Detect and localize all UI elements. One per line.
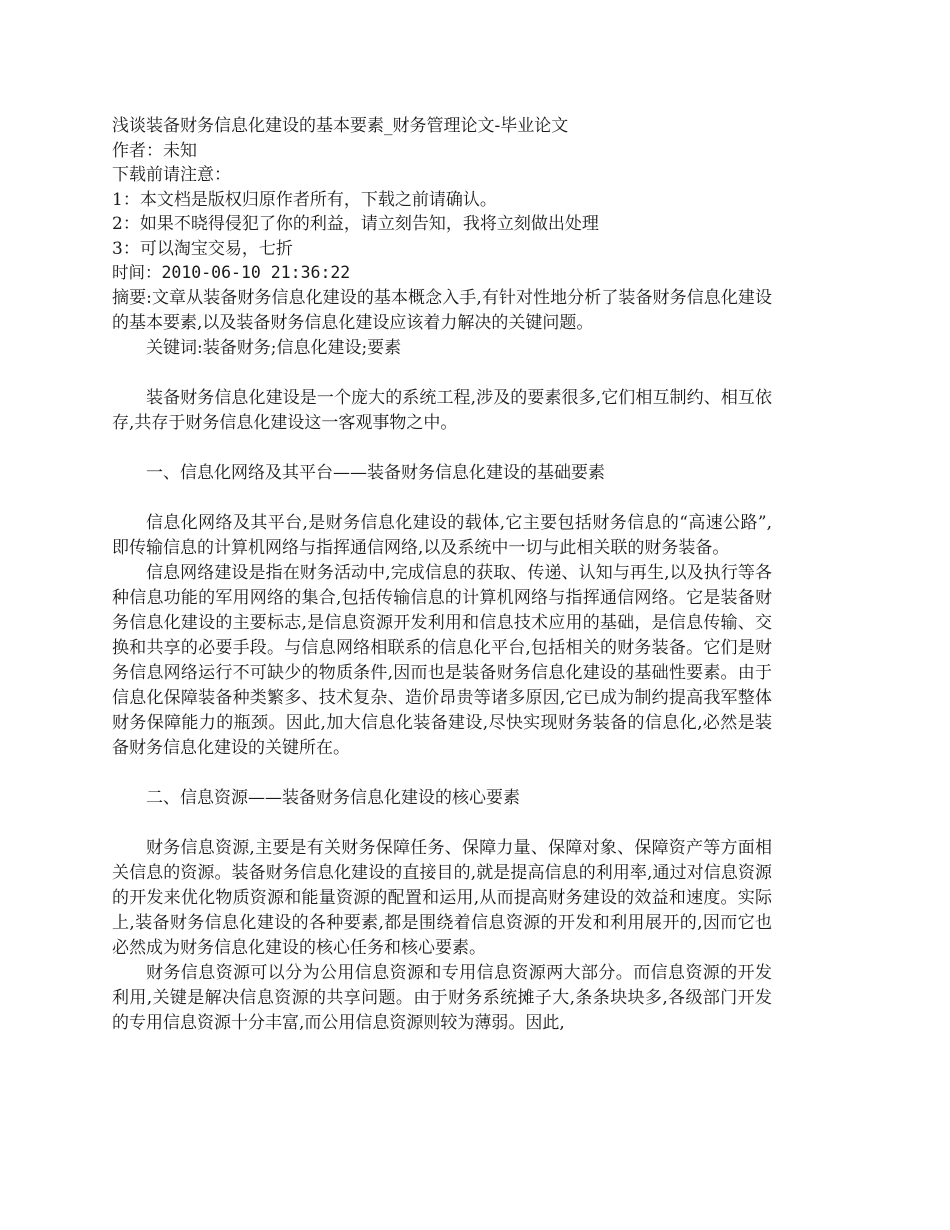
spacer bbox=[112, 486, 772, 511]
notice-item: 1：本文档是版权归原作者所有，下载之前请确认。 bbox=[112, 189, 497, 210]
section-heading: 二、信息资源——装备财务信息化建设的核心要素 bbox=[146, 787, 520, 808]
document-page bbox=[112, 114, 772, 1036]
timestamp-line: 时间：2010-06-10 21:36:22 bbox=[112, 263, 351, 282]
spacer bbox=[112, 436, 772, 461]
intro-paragraph: 装备财务信息化建设是一个庞大的系统工程,涉及的要素很多,它们相互制约、相互依存,共存于财务信息化建设这一客观事物之中。 bbox=[112, 387, 772, 433]
notice-heading: 下载前请注意： bbox=[112, 165, 231, 185]
document-title: 浅谈装备财务信息化建设的基本要素_财务管理论文-毕业论文 bbox=[112, 116, 569, 136]
notice-item: 2：如果不晓得侵犯了你的利益，请立刻告知，我将立刻做出处理 bbox=[112, 214, 599, 234]
body-paragraph: 信息网络建设是指在财务活动中,完成信息的获取、传递、认知与再生,以及执行等各种信息功能的军用网络的集合,包括传输信息的计算机网络与指挥通信网络。它是装备财务信息化建设的主要标志,是信息资源开发利用和信息技术应用的基础，是信息传输、交换和共享的必要手段。与信息网络相联系的信息化平台,包括相关的财务装备。它们是财务信息网络运行不可缺少的物质条件,因而也是装备财务信息化建设的基础性要素。由于信息化保障装备种类繁多、技术复杂、造价昂贵等诸多原因,它已成为制约提高我军整体财务保障能力的瓶颈。因此,加大信息化装备建设,尽快实现财务装备的信息化,必然是装备财务信息化建设的关键所在。 bbox=[112, 562, 772, 758]
body-paragraph: 财务信息资源,主要是有关财务保障任务、保障力量、保障对象、保障资产等方面相关信息的资源。装备财务信息化建设的直接目的,就是提高信息的利用率,通过对信息资源的开发来优化物质资源和能量资源的配置和运用,从而提高财务建设的效益和速度。实际上,装备财务信息化建设的各种要素,都是围绕着信息资源的开发和利用展开的,因而它也必然成为财务信息化建设的核心任务和核心要素。 bbox=[112, 837, 772, 958]
author-line: 作者：未知 bbox=[112, 140, 197, 161]
spacer bbox=[112, 811, 772, 836]
abstract-paragraph: 摘要:文章从装备财务信息化建设的基本概念入手,有针对性地分析了装备财务信息化建设的基本要素,以及装备财务信息化建设应该着力解决的关键问题。 bbox=[112, 287, 772, 333]
body-paragraph: 财务信息资源可以分为公用信息资源和专用信息资源两大部分。而信息资源的开发利用,关键是解决信息资源的共享问题。由于财务系统摊子大,条条块块多,各级部门开发的专用信息资源十分丰富,而公用信息资源则较为薄弱。因此, bbox=[112, 962, 772, 1033]
keywords-line: 关键词:装备财务;信息化建设;要素 bbox=[146, 337, 402, 358]
notice-item: 3：可以淘宝交易，七折 bbox=[112, 238, 293, 259]
spacer bbox=[112, 761, 772, 786]
section-heading: 一、信息化网络及其平台——装备财务信息化建设的基础要素 bbox=[146, 462, 605, 483]
body-paragraph: 信息化网络及其平台,是财务信息化建设的载体,它主要包括财务信息的“高速公路”,即传输信息的计算机网络与指挥通信网络,以及系统中一切与此相关联的财务装备。 bbox=[112, 512, 772, 558]
spacer bbox=[112, 361, 772, 386]
